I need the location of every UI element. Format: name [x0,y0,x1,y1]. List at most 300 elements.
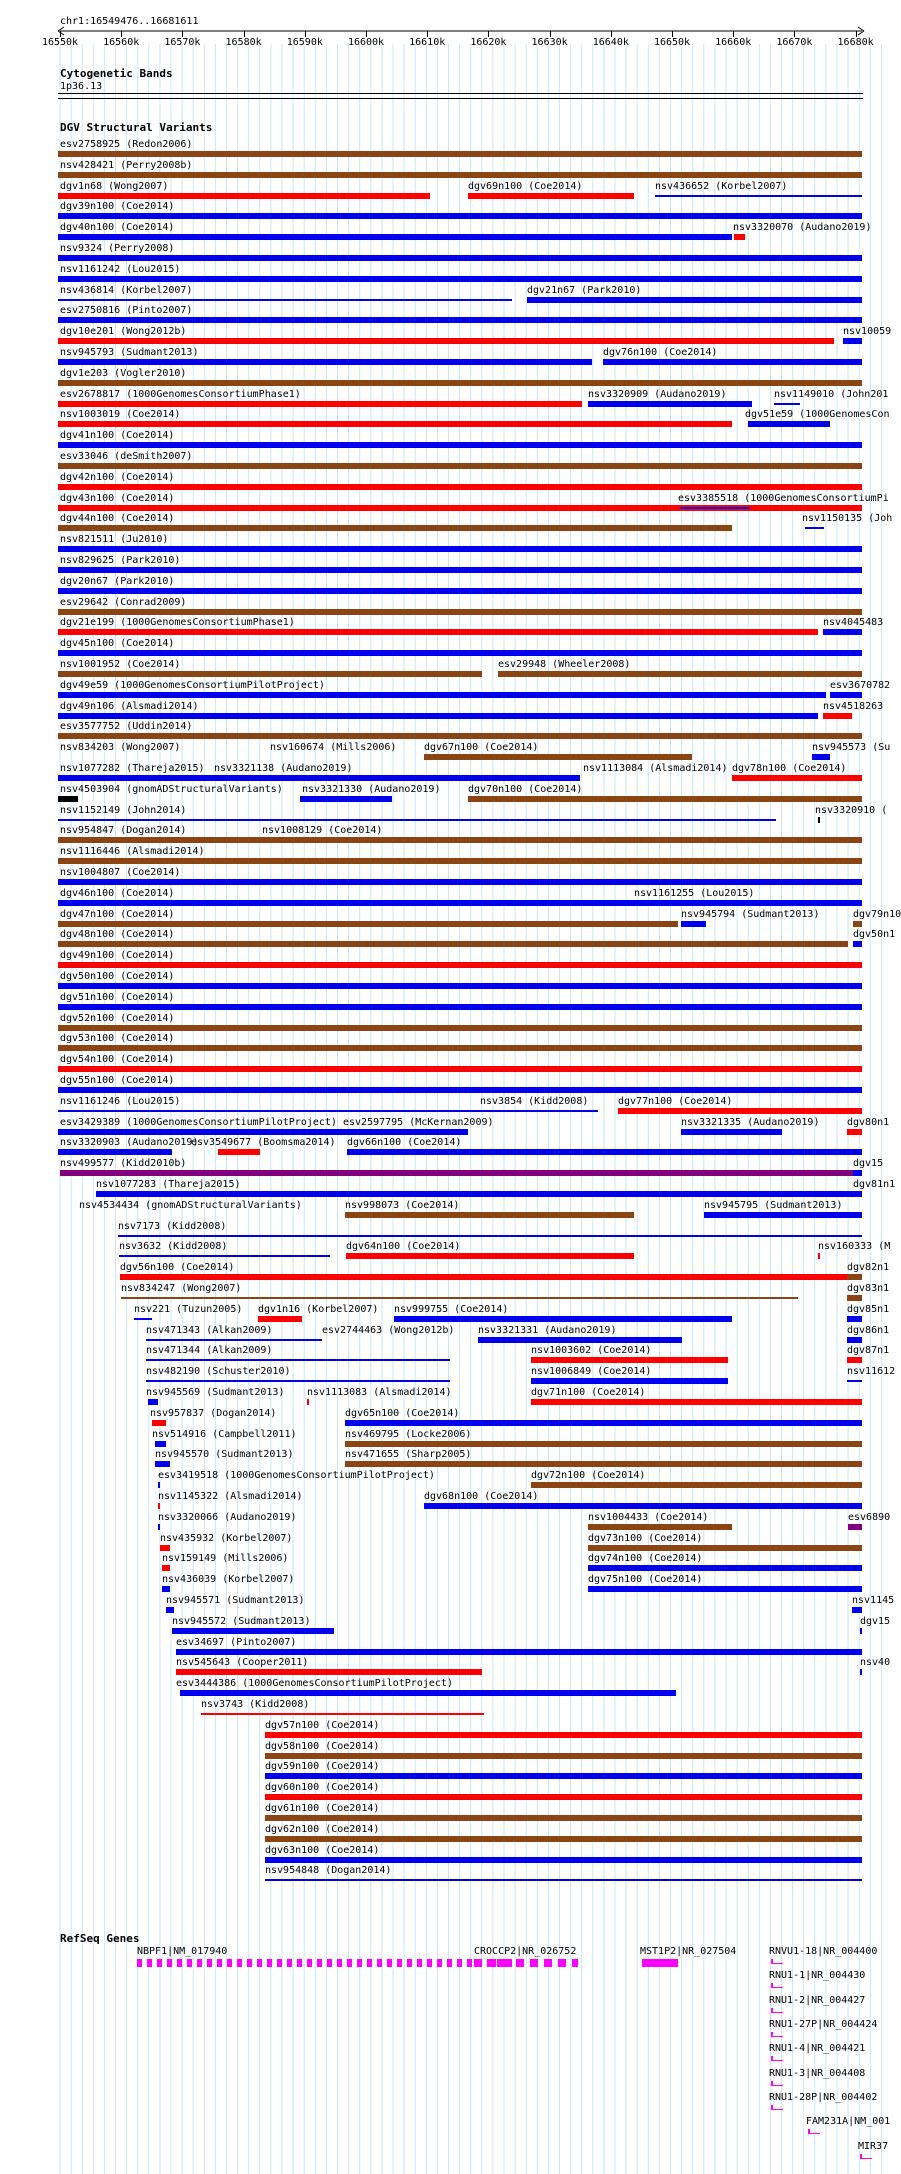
variant-label[interactable]: nsv221 (Tuzun2005) [134,1303,243,1315]
gene-feature[interactable] [771,1959,783,1964]
variant-bar[interactable] [603,359,862,365]
variant-bar[interactable] [58,401,582,407]
variant-label[interactable]: dgv75n100 (Coe2014) [588,1574,703,1586]
variant-bar[interactable] [58,567,862,573]
variant-bar[interactable] [394,1316,732,1322]
variant-bar[interactable] [588,1586,862,1592]
variant-label[interactable]: nsv1149010 (John201 [774,388,889,400]
variant-bar[interactable] [119,1255,330,1257]
variant-bar[interactable] [58,941,848,947]
variant-label[interactable]: nsv469795 (Locke2006) [345,1428,472,1440]
gene-label[interactable]: RNU1-4|NR_004421 [769,2043,866,2054]
variant-bar[interactable] [345,1441,862,1447]
variant-label[interactable]: nsv957837 (Dogan2014) [150,1407,277,1419]
variant-bar[interactable] [166,1607,174,1613]
variant-bar[interactable] [121,1297,798,1299]
variant-bar[interactable] [58,858,862,864]
variant-bar[interactable] [680,507,750,509]
variant-label[interactable]: nsv3320903 (Audano2019) [60,1137,199,1149]
gene-feature[interactable] [137,1959,517,1967]
gene-feature[interactable] [771,2105,783,2110]
variant-label[interactable]: dgv87n1 [847,1345,890,1357]
variant-bar[interactable] [58,650,862,656]
variant-label[interactable]: esv6890 [848,1511,891,1523]
variant-label[interactable]: dgv70n100 (Coe2014) [468,783,583,795]
variant-label[interactable]: esv3385518 (1000GenomesConsortiumPi [678,492,889,504]
variant-bar[interactable] [860,1628,862,1634]
variant-bar[interactable] [58,234,732,240]
variant-label[interactable]: dgv53n100 (Coe2014) [60,1033,175,1045]
variant-label[interactable]: nsv159149 (Mills2006) [162,1553,289,1565]
variant-label[interactable]: dgv1n68 (Wong2007) [60,180,169,192]
variant-label[interactable]: nsv945571 (Sudmant2013) [166,1595,305,1606]
variant-bar[interactable] [618,1108,862,1114]
variant-label[interactable]: nsv945572 (Sudmant2013) [172,1615,311,1627]
variant-bar[interactable] [58,1025,862,1031]
variant-bar[interactable] [58,983,862,989]
variant-label[interactable]: nsv3321330 (Audano2019) [302,783,441,795]
variant-label[interactable]: esv2750816 (Pinto2007) [60,305,193,317]
variant-bar[interactable] [120,1274,862,1280]
variant-label[interactable]: nsv9324 (Perry2008) [60,243,175,254]
variant-bar[interactable] [146,1339,322,1341]
variant-label[interactable]: esv29948 (Wheeler2008) [498,659,631,670]
variant-label[interactable]: esv3577752 (Uddin2014) [60,721,193,733]
variant-bar[interactable] [58,671,482,677]
variant-bar[interactable] [58,255,862,261]
variant-bar[interactable] [805,527,824,529]
variant-label[interactable]: nsv436814 (Korbel2007) [60,284,193,296]
variant-label[interactable]: dgv63n100 (Coe2014) [265,1844,380,1856]
variant-label[interactable]: dgv43n100 (Coe2014) [60,492,175,504]
variant-bar[interactable] [265,1879,862,1881]
variant-label[interactable]: dgv83n1 [847,1283,890,1294]
variant-label[interactable]: nsv945794 (Sudmant2013) [681,908,820,920]
variant-bar[interactable] [732,775,862,781]
variant-bar[interactable] [853,941,862,947]
variant-bar[interactable] [176,1669,482,1675]
variant-label[interactable]: esv2758925 (Redon2006) [60,139,193,150]
variant-bar[interactable] [847,1316,862,1322]
variant-label[interactable]: nsv1161255 (Lou2015) [634,887,755,899]
variant-label[interactable]: nsv7173 (Kidd2008) [118,1220,227,1232]
variant-bar[interactable] [158,1524,160,1530]
variant-label[interactable]: dgv56n100 (Coe2014) [120,1262,235,1274]
variant-label[interactable]: dgv1n16 (Korbel2007) [258,1303,379,1315]
variant-label[interactable]: dgv58n100 (Coe2014) [265,1740,380,1752]
variant-label[interactable]: dgv65n100 (Coe2014) [345,1407,460,1419]
variant-label[interactable]: nsv428421 (Perry2008b) [60,159,193,171]
variant-label[interactable]: dgv68n100 (Coe2014) [424,1491,539,1502]
variant-bar[interactable] [58,921,678,927]
variant-label[interactable]: dgv47n100 (Coe2014) [60,908,175,920]
variant-bar[interactable] [58,819,776,821]
variant-label[interactable]: dgv40n100 (Coe2014) [60,222,175,234]
variant-label[interactable]: nsv1004433 (Coe2014) [588,1511,709,1523]
variant-bar[interactable] [527,297,862,303]
variant-label[interactable]: dgv85n1 [847,1303,890,1315]
gene-label[interactable]: CROCCP2|NR_026752 [474,1946,577,1957]
variant-bar[interactable] [58,421,732,427]
variant-bar[interactable] [818,817,820,823]
variant-label[interactable]: nsv998073 (Coe2014) [345,1199,460,1211]
variant-bar[interactable] [58,193,430,199]
variant-bar[interactable] [345,1461,862,1467]
variant-label[interactable]: esv2744463 (Wong2012b) [322,1324,455,1336]
variant-label[interactable]: nsv3320910 ( [815,804,888,816]
variant-label[interactable]: dgv50n1 [853,929,896,941]
variant-bar[interactable] [176,1649,862,1655]
variant-bar[interactable] [681,921,706,927]
variant-label[interactable]: nsv471344 (Alkan2009) [146,1345,273,1357]
variant-bar[interactable] [823,713,852,719]
gene-label[interactable]: FAM231A|NM_001 [806,2116,891,2127]
variant-bar[interactable] [531,1482,862,1488]
variant-label[interactable]: dgv41n100 (Coe2014) [60,430,175,442]
variant-bar[interactable] [180,1690,676,1696]
variant-bar[interactable] [531,1378,728,1384]
gene-label[interactable]: RNU1-27P|NR_004424 [769,2019,878,2030]
variant-label[interactable]: dgv46n100 (Coe2014) [60,887,175,899]
gene-feature[interactable] [771,2056,783,2061]
variant-label[interactable]: nsv954848 (Dogan2014) [265,1865,392,1877]
variant-label[interactable]: nsv545643 (Cooper2011) [176,1657,309,1669]
gene-label[interactable]: RNU1-28P|NR_004402 [769,2092,878,2103]
variant-label[interactable]: dgv21e199 (1000GenomesConsortiumPhase1) [60,617,295,629]
variant-label[interactable]: nsv1161242 (Lou2015) [60,263,181,275]
variant-label[interactable]: dgv48n100 (Coe2014) [60,929,175,941]
variant-label[interactable]: nsv3321335 (Audano2019) [681,1116,820,1128]
variant-bar[interactable] [853,1170,862,1176]
variant-label[interactable]: nsv40 [860,1657,891,1669]
variant-bar[interactable] [58,692,826,698]
variant-bar[interactable] [265,1794,862,1800]
variant-bar[interactable] [58,1149,172,1155]
variant-bar[interactable] [424,754,692,760]
variant-bar[interactable] [58,962,862,968]
variant-bar[interactable] [172,1628,334,1634]
variant-label[interactable]: nsv945795 (Sudmant2013) [704,1199,843,1211]
variant-bar[interactable] [158,1503,160,1509]
variant-bar[interactable] [853,921,862,927]
variant-label[interactable]: dgv82n1 [847,1262,890,1274]
variant-bar[interactable] [847,1357,862,1363]
variant-label[interactable]: dgv69n100 (Coe2014) [468,180,583,192]
variant-label[interactable]: nsv1150135 (Joh [802,513,893,525]
variant-bar[interactable] [155,1461,170,1467]
variant-bar[interactable] [847,1274,862,1280]
variant-bar[interactable] [58,1129,468,1135]
variant-label[interactable]: nsv10059 [843,326,892,338]
variant-bar[interactable] [531,1399,862,1405]
variant-label[interactable]: nsv4045483 [823,617,884,629]
variant-label[interactable]: esv34697 (Pinto2007) [176,1636,297,1648]
variant-label[interactable]: nsv1077283 (Thareja2015) [96,1179,241,1190]
variant-label[interactable]: dgv57n100 (Coe2014) [265,1719,380,1731]
variant-bar[interactable] [748,421,830,427]
variant-bar[interactable] [58,317,862,323]
variant-bar[interactable] [58,1004,862,1010]
variant-label[interactable]: nsv1152149 (John2014) [60,804,187,816]
variant-label[interactable]: dgv51e59 (1000GenomesCon [745,409,890,421]
gene-feature[interactable] [642,1959,678,1967]
variant-bar[interactable] [58,525,732,531]
variant-bar[interactable] [852,1607,862,1613]
variant-label[interactable]: esv3429389 (1000GenomesConsortiumPilotProject) [60,1116,337,1128]
variant-label[interactable]: dgv78n100 (Coe2014) [732,763,847,774]
gene-feature[interactable] [771,2008,783,2013]
variant-bar[interactable] [58,775,580,781]
variant-bar[interactable] [774,403,800,405]
variant-bar[interactable] [847,1337,862,1343]
variant-label[interactable]: dgv10e201 (Wong2012b) [60,326,187,338]
variant-bar[interactable] [58,1045,862,1051]
variant-bar[interactable] [201,1713,484,1715]
variant-label[interactable]: dgv50n100 (Coe2014) [60,971,175,982]
variant-label[interactable]: nsv4534434 (gnomADStructuralVariants) [79,1199,302,1211]
variant-label[interactable]: nsv3743 (Kidd2008) [201,1699,310,1710]
variant-bar[interactable] [58,879,862,885]
variant-bar[interactable] [265,1773,862,1779]
variant-label[interactable]: nsv1004807 (Coe2014) [60,867,181,878]
variant-bar[interactable] [58,1087,862,1093]
gene-feature[interactable] [808,2129,820,2134]
variant-label[interactable]: dgv67n100 (Coe2014) [424,742,539,754]
variant-bar[interactable] [162,1565,170,1571]
variant-label[interactable]: nsv471343 (Alkan2009) [146,1324,273,1336]
variant-bar[interactable] [498,671,862,677]
variant-label[interactable]: dgv76n100 (Coe2014) [603,347,718,358]
variant-bar[interactable] [848,1524,862,1530]
variant-label[interactable]: nsv3320066 (Audano2019) [158,1511,297,1523]
variant-label[interactable]: nsv435932 (Korbel2007) [160,1532,293,1544]
variant-label[interactable]: nsv1077282 (Thareja2015) [60,763,205,774]
variant-label[interactable]: dgv51n100 (Coe2014) [60,991,175,1003]
variant-label[interactable]: nsv945569 (Sudmant2013) [146,1387,285,1398]
gene-feature[interactable] [474,1959,578,1967]
variant-label[interactable]: nsv4518263 [823,700,884,712]
variant-bar[interactable] [347,1149,862,1155]
variant-label[interactable]: dgv81n1 [853,1179,896,1190]
variant-bar[interactable] [424,1503,862,1509]
gene-feature[interactable] [771,2032,783,2037]
variant-label[interactable]: dgv74n100 (Coe2014) [588,1553,703,1565]
variant-label[interactable]: nsv829625 (Park2010) [60,555,181,566]
variant-bar[interactable] [468,193,634,199]
variant-bar[interactable] [812,754,830,760]
variant-bar[interactable] [300,796,392,802]
variant-label[interactable]: dgv49e59 (1000GenomesConsortiumPilotProject) [60,679,325,691]
variant-label[interactable]: nsv11612 [847,1366,896,1378]
variant-label[interactable]: nsv1003602 (Coe2014) [531,1345,652,1357]
variant-label[interactable]: nsv1113083 (Alsmadi2014) [307,1387,452,1398]
gene-label[interactable]: NBPF1|NM_017940 [137,1946,228,1957]
variant-label[interactable]: esv2678817 (1000GenomesConsortiumPhase1) [60,388,301,400]
variant-bar[interactable] [152,1420,166,1426]
variant-label[interactable]: nsv3320909 (Audano2019) [588,388,727,400]
variant-label[interactable]: nsv1008129 (Coe2014) [262,825,383,837]
variant-label[interactable]: nsv954847 (Dogan2014) [60,825,187,837]
variant-bar[interactable] [162,1586,170,1592]
variant-bar[interactable] [58,733,862,739]
variant-bar[interactable] [58,713,818,719]
variant-bar[interactable] [58,151,862,157]
variant-bar[interactable] [345,1420,862,1426]
variant-label[interactable]: nsv1161246 (Lou2015) [60,1095,181,1107]
variant-bar[interactable] [634,900,862,906]
variant-bar[interactable] [96,1191,862,1197]
variant-bar[interactable] [58,442,862,448]
variant-bar[interactable] [307,1399,309,1405]
variant-label[interactable]: nsv1003019 (Coe2014) [60,409,181,421]
variant-bar[interactable] [134,1318,152,1320]
variant-label[interactable]: dgv54n100 (Coe2014) [60,1054,175,1066]
variant-label[interactable]: dgv42n100 (Coe2014) [60,471,175,483]
variant-bar[interactable] [531,1357,728,1363]
variant-label[interactable]: dgv45n100 (Coe2014) [60,638,175,650]
variant-label[interactable]: nsv945573 (Su [812,742,891,754]
variant-bar[interactable] [847,1380,862,1382]
variant-label[interactable]: nsv999755 (Coe2014) [394,1303,509,1315]
variant-label[interactable]: nsv3854 (Kidd2008) [480,1095,589,1107]
variant-label[interactable]: esv3419518 (1000GenomesConsortiumPilotProject) [158,1470,435,1482]
gene-label[interactable]: MIR37 [858,2141,889,2152]
variant-bar[interactable] [265,1857,862,1863]
variant-label[interactable]: dgv66n100 (Coe2014) [347,1137,462,1149]
variant-bar[interactable] [588,1545,862,1551]
variant-label[interactable]: nsv4503904 (gnomADStructuralVariants) [60,783,283,795]
variant-bar[interactable] [830,692,862,698]
variant-label[interactable]: nsv471655 (Sharp2005) [345,1449,472,1461]
gene-label[interactable]: MST1P2|NR_027504 [640,1946,737,1957]
variant-bar[interactable] [58,338,834,344]
variant-label[interactable]: nsv3320070 (Audano2019) [733,222,872,234]
variant-label[interactable]: nsv436039 (Korbel2007) [162,1574,295,1586]
variant-label[interactable]: nsv514916 (Campbell2011) [152,1428,297,1440]
variant-label[interactable]: esv3444386 (1000GenomesConsortiumPilotProject) [176,1678,453,1690]
variant-bar[interactable] [58,213,862,219]
variant-bar[interactable] [148,1399,158,1405]
variant-bar[interactable] [160,1545,170,1551]
variant-bar[interactable] [58,380,862,386]
variant-bar[interactable] [146,1359,450,1361]
variant-bar[interactable] [58,546,862,552]
variant-label[interactable]: dgv71n100 (Coe2014) [531,1387,646,1398]
variant-bar[interactable] [58,588,862,594]
variant-bar[interactable] [146,1380,450,1382]
variant-label[interactable]: dgv44n100 (Coe2014) [60,513,175,525]
variant-label[interactable]: dgv72n100 (Coe2014) [531,1470,646,1482]
variant-bar[interactable] [345,1212,634,1218]
variant-label[interactable]: dgv61n100 (Coe2014) [265,1803,380,1814]
variant-label[interactable]: nsv821511 (Ju2010) [60,534,169,546]
variant-label[interactable]: dgv55n100 (Coe2014) [60,1075,175,1086]
variant-label[interactable]: dgv49n106 (Alsmadi2014) [60,700,199,712]
variant-label[interactable]: nsv1113084 (Alsmadi2014) [583,763,728,774]
variant-label[interactable]: dgv60n100 (Coe2014) [265,1782,380,1794]
variant-bar[interactable] [155,1441,166,1447]
variant-label[interactable]: dgv1e203 (Vogler2010) [60,367,187,379]
variant-bar[interactable] [58,463,862,469]
variant-label[interactable]: esv3670782 [830,679,891,691]
variant-label[interactable]: nsv499577 (Kidd2010b) [60,1158,187,1170]
variant-bar[interactable] [58,484,862,490]
variant-bar[interactable] [60,1170,862,1176]
variant-label[interactable]: nsv482190 (Schuster2010) [146,1366,291,1378]
variant-label[interactable]: dgv52n100 (Coe2014) [60,1012,175,1024]
variant-label[interactable]: nsv1116446 (Alsmadi2014) [60,846,205,858]
variant-label[interactable]: nsv436652 (Korbel2007) [655,180,788,192]
variant-label[interactable]: dgv39n100 (Coe2014) [60,201,175,213]
variant-bar[interactable] [480,1110,598,1112]
variant-bar[interactable] [265,1836,862,1842]
variant-label[interactable]: dgv86n1 [847,1324,890,1336]
variant-label[interactable]: esv29642 (Conrad2009) [60,596,187,608]
variant-label[interactable]: esv33046 (deSmith2007) [60,451,193,462]
gene-feature[interactable] [771,2081,783,2086]
variant-bar[interactable] [681,1129,782,1135]
variant-label[interactable]: dgv80n1 [847,1116,890,1128]
variant-bar[interactable] [158,1482,160,1488]
variant-bar[interactable] [58,299,512,301]
variant-label[interactable]: dgv21n67 (Park2010) [527,284,642,296]
variant-bar[interactable] [734,234,745,240]
variant-label[interactable]: nsv3321331 (Audano2019) [478,1324,617,1336]
variant-bar[interactable] [823,629,862,635]
variant-label[interactable]: nsv3632 (Kidd2008) [119,1241,228,1253]
variant-label[interactable]: nsv834203 (Wong2007) [60,742,181,754]
variant-bar[interactable] [847,1295,862,1301]
variant-bar[interactable] [468,796,862,802]
variant-label[interactable]: nsv945793 (Sudmant2013) [60,347,199,358]
variant-bar[interactable] [588,401,752,407]
variant-label[interactable]: nsv1145322 (Alsmadi2014) [158,1491,303,1502]
variant-bar[interactable] [853,1191,862,1197]
variant-bar[interactable] [118,1235,862,1237]
variant-label[interactable]: dgv77n100 (Coe2014) [618,1095,733,1107]
variant-bar[interactable] [58,359,592,365]
variant-bar[interactable] [265,1753,862,1759]
variant-bar[interactable] [588,1565,862,1571]
variant-bar[interactable] [58,796,78,802]
gene-label[interactable]: RNU1-1|NR_004430 [769,1970,866,1981]
variant-bar[interactable] [704,1212,862,1218]
variant-bar[interactable] [818,1253,820,1259]
variant-label[interactable]: nsv1006849 (Coe2014) [531,1366,652,1378]
variant-bar[interactable] [58,609,862,615]
variant-bar[interactable] [218,1149,260,1155]
gene-label[interactable]: RNU1-2|NR_004427 [769,1995,866,2006]
variant-bar[interactable] [478,1337,682,1343]
variant-bar[interactable] [843,338,862,344]
variant-label[interactable]: dgv49n100 (Coe2014) [60,950,175,962]
variant-bar[interactable] [58,172,862,178]
variant-bar[interactable] [58,629,818,635]
variant-label[interactable]: esv2597795 (McKernan2009) [343,1116,494,1128]
variant-label[interactable]: nsv160674 (Mills2006) [270,742,397,754]
variant-bar[interactable] [655,195,862,197]
variant-bar[interactable] [265,1732,862,1738]
variant-label[interactable]: dgv62n100 (Coe2014) [265,1823,380,1835]
variant-label[interactable]: nsv1001952 (Coe2014) [60,659,181,670]
variant-label[interactable]: dgv64n100 (Coe2014) [346,1241,461,1253]
variant-label[interactable]: dgv20n67 (Park2010) [60,575,175,587]
variant-label[interactable]: dgv79n10 [853,908,901,920]
variant-bar[interactable] [58,1066,862,1072]
variant-bar[interactable] [588,1524,732,1530]
variant-label[interactable]: dgv15 [860,1615,891,1627]
variant-label[interactable]: nsv160333 (M [818,1241,891,1253]
